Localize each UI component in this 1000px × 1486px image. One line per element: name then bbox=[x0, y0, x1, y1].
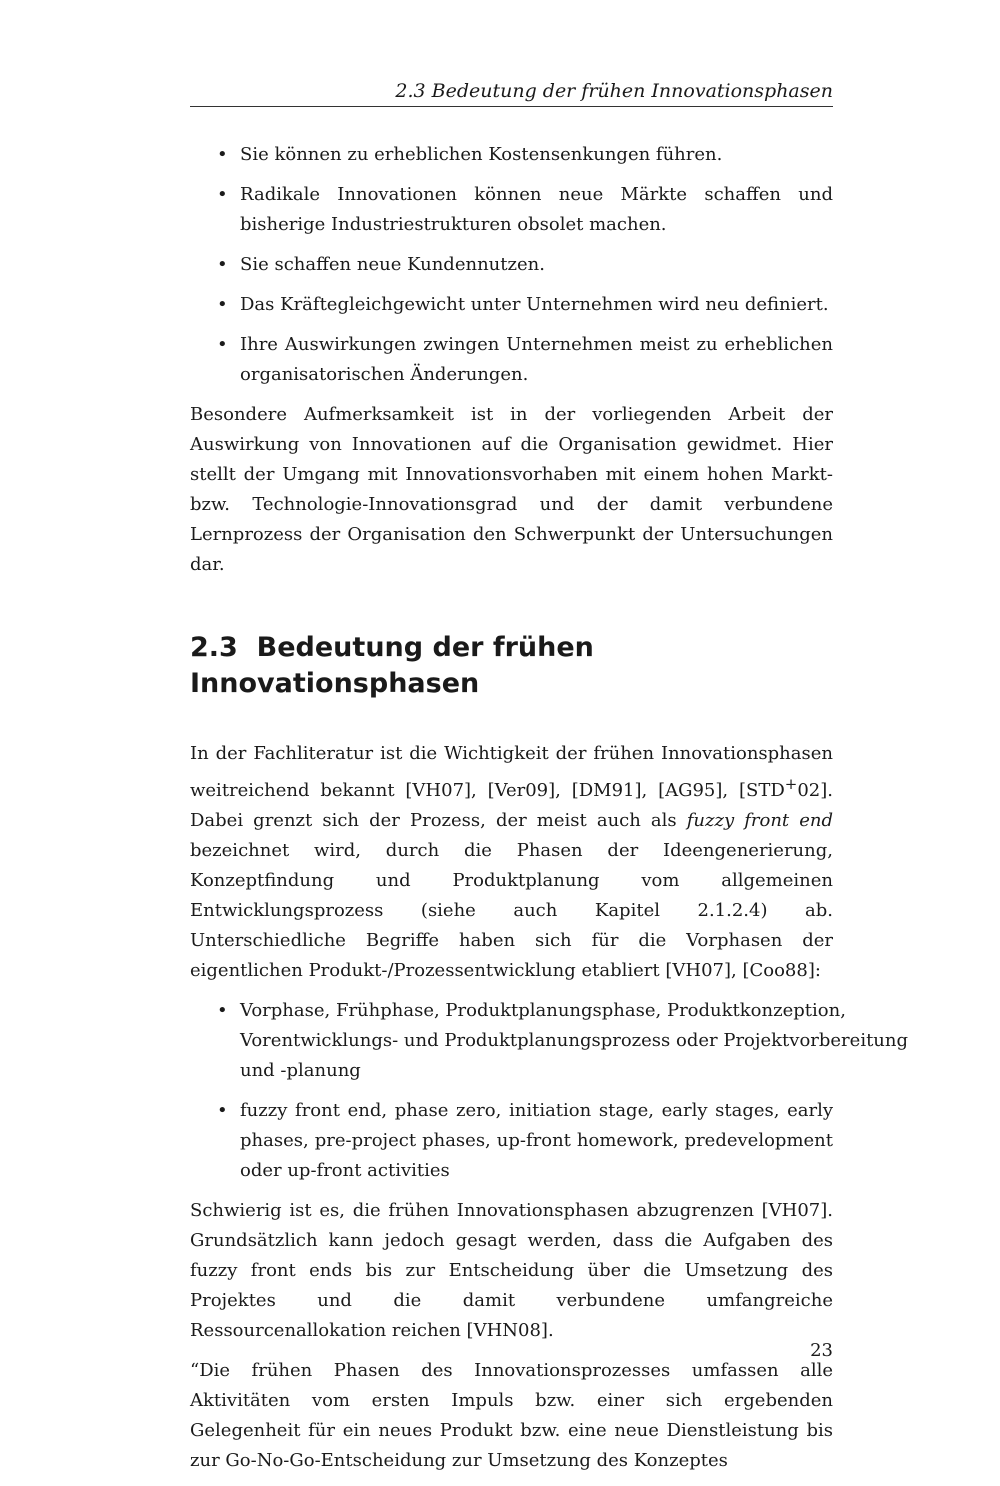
bullet-icon: • bbox=[217, 1100, 228, 1121]
list-item: • Radikale Innovationen können neue Märkte schaffen und bisherige Industriestrukturen obsolet machen. bbox=[190, 180, 833, 240]
page-number: 23 bbox=[810, 1340, 833, 1361]
list-item: • Sie können zu erheblichen Kostensenkungen führen. bbox=[190, 140, 833, 170]
block-quote: “Die frühen Phasen des Innovationsprozesses umfassen alle Aktivitäten vom ersten Impuls bzw. einer sich ergebenden Gelegenheit für ein neues Produkt bzw. eine neue Dienstleistung bis zur Go-No-Go-Entscheidung zur Umsetzung des Konzeptes bbox=[190, 1360, 833, 1471]
list-item: • Vorphase, Frühphase, Produktplanungsphase, Produktkonzeption, Vorentwicklungs- und Produktplanungsprozess oder Projektvorbereitung und -planung bbox=[190, 996, 943, 1086]
page-body bbox=[190, 140, 909, 1486]
bullet-icon: • bbox=[217, 1000, 228, 1021]
section-title: Bedeutung der frühen Innovationsphasen bbox=[190, 632, 594, 699]
bullet-icon: • bbox=[217, 144, 228, 165]
running-header: 2.3 Bedeutung der frühen Innovationsphasen bbox=[395, 80, 833, 102]
bullet-icon: • bbox=[217, 254, 228, 275]
header-rule bbox=[190, 106, 833, 107]
list-item: • Sie schaffen neue Kundennutzen. bbox=[190, 250, 833, 280]
consequence-list bbox=[190, 140, 833, 390]
list-item: • Ihre Auswirkungen zwingen Unternehmen meist zu erheblichen organisatorischen Änderungen. bbox=[190, 330, 833, 390]
list-item: • fuzzy front end, phase zero, initiation stage, early stages, early phases, pre-project phases, up-front homework, predevelopment oder up-front activities bbox=[190, 1096, 833, 1186]
paragraph-delimitation: Schwierig ist es, die frühen Innovationsphasen abzugrenzen [VH07]. Grundsätzlich kann jedoch gesagt werden, dass die Aufgaben des fuzzy front ends bis zur Entscheidung über die Umsetzung des Projektes und die damit verbundene umfangreiche Ressourcenallokation reichen [VHN08]. bbox=[190, 1200, 833, 1341]
bullet-icon: • bbox=[217, 334, 228, 355]
paragraph-focus: Besondere Aufmerksamkeit ist in der vorliegenden Arbeit der Auswirkung von Innovationen auf die Organisation gewidmet. Hier stellt der Umgang mit Innovationsvorhaben mit einem hohen Markt- bzw. Technologie-Innovationsgrad und der damit verbundene Lernprozess der Organisation den Schwerpunkt der Untersuchungen dar. bbox=[190, 404, 833, 575]
section-heading bbox=[190, 630, 833, 702]
list-item: • Das Kräftegleichgewicht unter Unternehmen wird neu definiert. bbox=[190, 290, 833, 320]
term-fuzzy-front-end: fuzzy front end bbox=[686, 810, 834, 831]
section-number: 2.3 bbox=[190, 632, 238, 663]
paragraph-literature: In der Fachliteratur ist die Wichtigkeit der frühen Innovationsphasen weitreichend bekannt [VH07], [Ver09], [DM91], [AG95], [STD+02]. Dabei grenzt sich der Prozess, der meist auch als fuzzy front end bezeichnet wird, durch die Phasen der Ideengenerierung, Konzeptfindung und Produktplanung vom allgemeinen Entwicklungsprozess (siehe auch Kapitel 2.1.2.4) ab. Unterschiedliche Begriffe haben sich für die Vorphasen der eigentlichen Produkt-/Prozessentwicklung etabliert [VH07], [Coo88]: bbox=[190, 743, 834, 981]
terms-list bbox=[190, 996, 909, 1186]
bullet-icon: • bbox=[217, 184, 228, 205]
bullet-icon: • bbox=[217, 294, 228, 315]
